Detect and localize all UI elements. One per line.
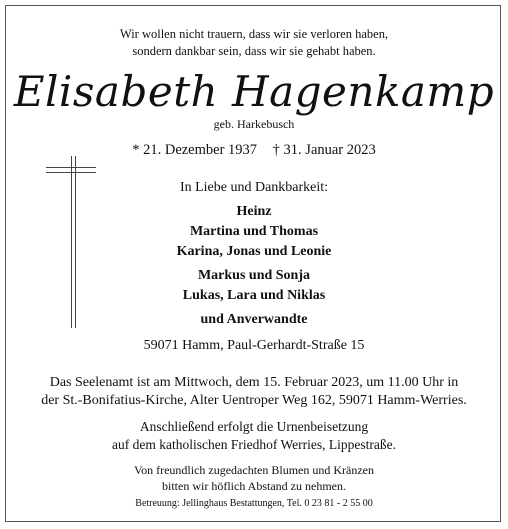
burial-line-2: auf dem katholischen Friedhof Werries, Lippestraße. bbox=[112, 437, 396, 452]
burial-info bbox=[6, 418, 502, 454]
death-date: † 31. Januar 2023 bbox=[272, 142, 376, 158]
motto-line-2: sondern dankbar sein, dass wir sie gehabt haben. bbox=[132, 44, 376, 58]
mourners-intro: In Liebe und Dankbarkeit: bbox=[179, 180, 329, 195]
flowers-line-1: Von freundlich zugedachten Blumen und Kränzen bbox=[133, 463, 375, 477]
undertaker-info: Betreuung: Jellinghaus Bestattungen, Tel. 0 23 81 - 2 55 00 bbox=[135, 498, 373, 509]
deceased-name: Elisabeth Hagenkamp bbox=[13, 67, 495, 116]
maiden-name: geb. Harkebusch bbox=[213, 117, 295, 131]
mourner-line: Heinz bbox=[236, 204, 272, 219]
service-line-1: Das Seelenamt ist am Mittwoch, dem 15. Februar 2023, um 11.00 Uhr in bbox=[49, 375, 459, 390]
obituary-notice bbox=[5, 5, 501, 522]
mourner-line: Karina, Jonas und Leonie bbox=[176, 244, 332, 259]
flowers-note bbox=[6, 462, 502, 494]
mourner-line: Martina und Thomas bbox=[189, 224, 319, 239]
mourner-line: und Anverwandte bbox=[200, 312, 308, 327]
service-info bbox=[6, 374, 502, 410]
motto-line-1: Wir wollen nicht trauern, dass wir sie verloren haben, bbox=[119, 27, 389, 41]
mourner-line: Markus und Sonja bbox=[197, 268, 311, 283]
flowers-line-2: bitten wir höflich Abstand zu nehmen. bbox=[162, 479, 346, 493]
mourners-list bbox=[6, 202, 502, 330]
burial-line-1: Anschließend erfolgt die Urnenbeisetzung bbox=[139, 419, 369, 434]
mourners-address: 59071 Hamm, Paul-Gerhardt-Straße 15 bbox=[143, 338, 365, 353]
service-line-2: der St.-Bonifatius-Kirche, Alter Uentroper Weg 162, 59071 Hamm-Werries. bbox=[41, 393, 467, 408]
mourner-line: Lukas, Lara und Niklas bbox=[182, 288, 326, 303]
birth-date: * 21. Dezember 1937 bbox=[132, 142, 258, 158]
motto bbox=[6, 26, 502, 60]
